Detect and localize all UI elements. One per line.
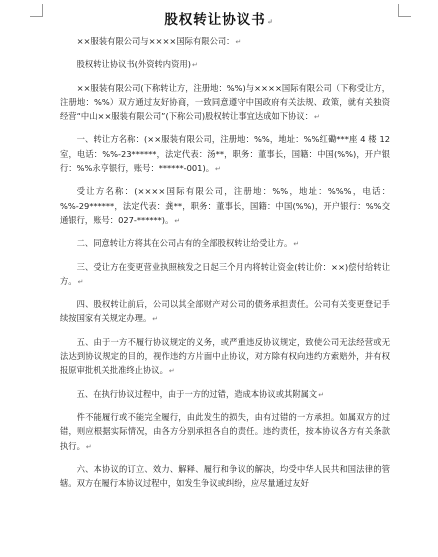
subtitle-paragraph: 股权转让协议书(外资转内资用)↵ <box>76 59 198 70</box>
clause-5b-continued: 件不能履行或不能完全履行，由此发生的损失，由有过错的一方承担。如属双方的过错，则应根据实际情况，由各方分别承担各自的责任。违约责任，按本协议各方有关条款执行。↵ <box>60 411 390 451</box>
preamble-paragraph: ××服装有限公司(下称转让方，注册地：%%)与××××国际有限公司（下称受让方，注册地：%%）双方通过友好协商，一致同意遵守中国政府有关法规、政策，就有关独资经营“中山××服装有限公司”(下称公司)股权转让事宜达成如下协议：↵ <box>60 82 390 122</box>
clause-3: 三、受让方在变更营业执照核发之日起三个月内将转让资金(转让价：××)偿付给转让方。↵ <box>60 261 390 286</box>
clause-5a: 五、由于一方不履行协议规定的义务，或严重违反协议规定，致使公司无法经营或无法达到协议规定的目的，视作违约方片面中止协议，对方除有权向违约方索赔外，并有权报原审批机关批准终止协议。↵ <box>60 336 390 376</box>
paragraph-mark-icon: ↵ <box>85 442 92 451</box>
document-title <box>0 8 438 28</box>
clause-4: 四、股权转让前后，公司以其全部财产对公司的债务承担责任。公司有关变更登记手续按国家有关规定办理。↵ <box>60 299 390 324</box>
paragraph-mark-icon: ↵ <box>191 61 198 70</box>
clause-1-transferee: 受让方名称：(××××国际有限公司，注册地：%%，地址：%%%，电话：%%-29******，法定代表：龚**，职务：董事长，国籍：中国(%%)，开户银行：%%交通银行，账号：027-******)。↵ <box>60 186 390 225</box>
paragraph-mark-icon: ↵ <box>235 38 242 46</box>
paragraph-mark-icon: ↵ <box>318 390 325 399</box>
paragraph-mark-icon: ↵ <box>266 17 274 26</box>
paragraph-mark-icon: ↵ <box>215 165 221 174</box>
clause-6: 六、本协议的订立、效力、解释、履行和争议的解决，均受中华人民共和国法律的管辖。双方在履行本协议过程中，如发生争议或纠纷，应尽量通过友好 <box>60 463 390 489</box>
clause-1-transferor: 一、转让方名称：(××服装有限公司，注册地：%%，地址：%%红磡***座 4 楼 12 室，电话：%%-23******，法定代表：汤**，职务：董事长，国籍：中国(%%)，开户银行：%%永亨银行，账号：******-001)。↵ <box>60 134 390 174</box>
document-body <box>60 34 390 498</box>
paragraph-mark-icon: ↵ <box>314 113 320 122</box>
paragraph-mark-icon: ↵ <box>293 240 300 249</box>
paragraph-mark-icon: ↵ <box>77 277 84 286</box>
salutation-paragraph: ××服装有限公司与××××国际有限公司：↵ <box>76 36 242 46</box>
paragraph-mark-icon: ↵ <box>174 216 181 225</box>
document-title-text: 股权转让协议书 <box>164 12 266 28</box>
paragraph-mark-icon: ↵ <box>168 367 175 376</box>
clause-2: 二、同意转让方将其在公司占有的全部股权转让给受让方。↵ <box>76 238 300 249</box>
paragraph-mark-icon: ↵ <box>152 315 159 324</box>
clause-5b: 五、在执行协议过程中，由于一方的过错，造成本协议或其附属文↵ <box>76 388 325 399</box>
